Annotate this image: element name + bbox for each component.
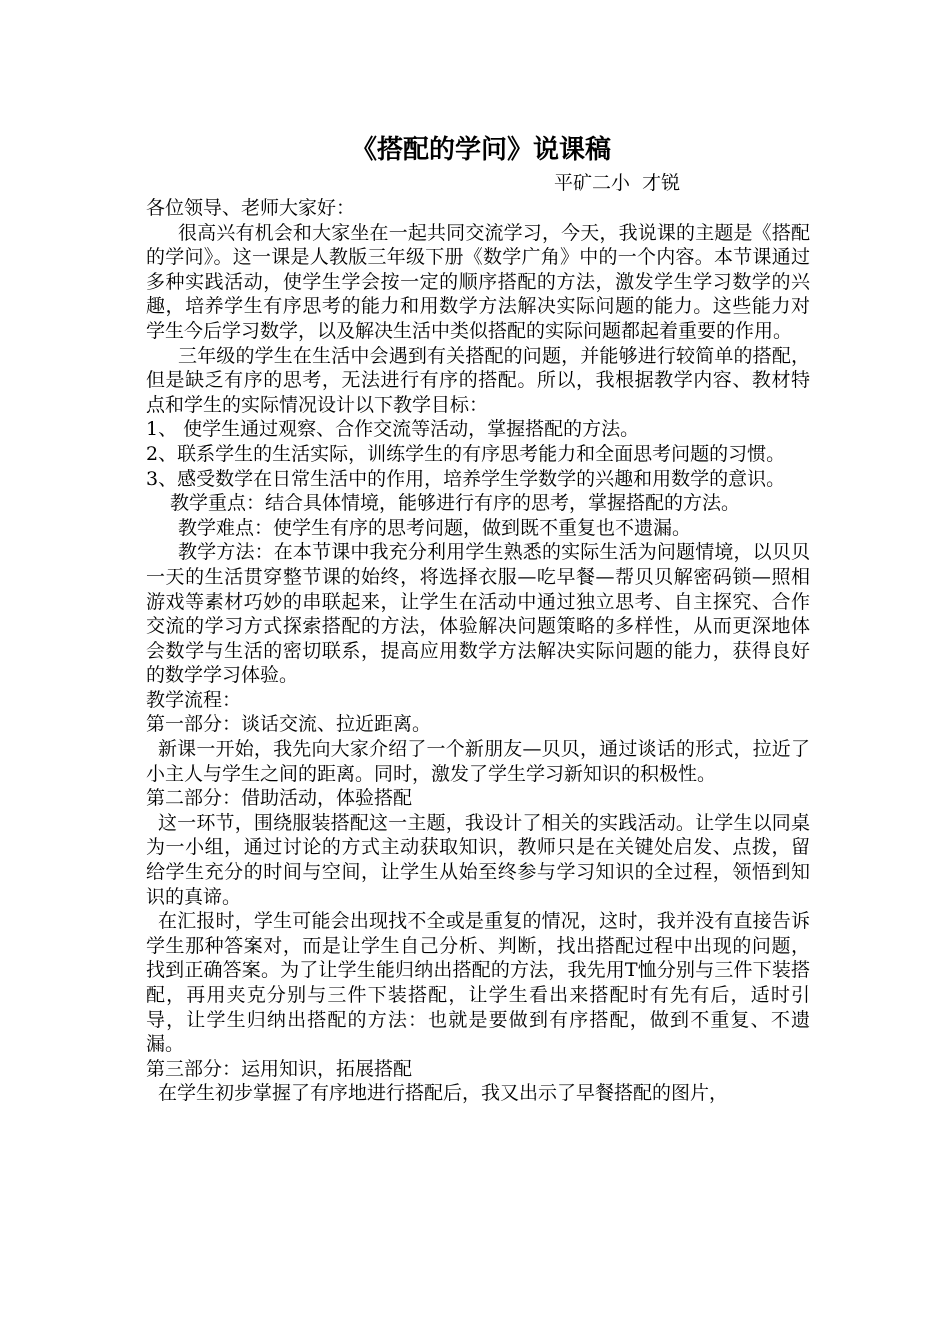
part2-heading: 第二部分：借助活动，体验搭配 [146,787,413,810]
greeting: 各位领导、老师大家好： [146,197,356,219]
goal-item-2: 2、联系学生的生活实际，训练学生的有序思考能力和全面思考问题的习惯。 [146,442,786,465]
document-title: 《搭配的学问》说课稿 [350,135,611,165]
goal-item-3: 3、感受数学在日常生活中的作用，培养学生学数学的兴趣和用数学的意识。 [146,467,786,490]
teaching-method: 教学方法：在本节课中我充分利用学生熟悉的实际生活为问题情境，以贝贝一天的生活贯穿整节课的始终，将选择衣服—吃早餐—帮贝贝解密码锁—照相游戏等素材巧妙的串联起来，让学生在活动中通过独立思考、自主探究、合作交流的学习方式探索搭配的方法，体验解决问题策略的多样性，从而更深地体会数学与生活的密切联系，提高应用数学方法解决实际问题的能力，获得良好的数学学习体验。 [146,541,810,687]
goal-item-1: 1、 使学生通过观察、合作交流等活动，掌握搭配的方法。 [146,418,640,441]
difficulty: 教学难点：使学生有序的思考问题，做到既不重复也不遗漏。 [178,516,692,539]
part1-text: 新课一开始，我先向大家介绍了一个新朋友—贝贝，通过谈话的形式，拉近了小主人与学生之间的距离。同时，激发了学生学习新知识的积极性。 [146,738,810,785]
intro-paragraph: 很高兴有机会和大家坐在一起共同交流学习，今天，我说课的主题是《搭配的学问》。这一课是人教版三年级下册《数学广角》中的一个内容。本节课通过多种实践活动，使学生学会按一定的顺序搭配的方法，激发学生学习数学的兴趣，培养学生有序思考的能力和用数学方法解决实际问题的能力。这些能力对学生今后学习数学，以及解决生活中类似搭配的实际问题都起着重要的作用。 [146,221,810,342]
part1-heading: 第一部分：谈话交流、拉近距离。 [146,713,432,736]
part3-heading: 第三部分：运用知识，拓展搭配 [146,1057,413,1080]
part2-text-2: 在汇报时，学生可能会出现找不全或是重复的情况，这时，我并没有直接告诉学生那种答案对，而是让学生自己分析、判断，找出搭配过程中出现的问题，找到正确答案。为了让学生能归纳出搭配的方法，我先用T恤分别与三件下装搭配，再用夹克分别与三件下装搭配，让学生看出来搭配时有先有后，适时引导，让学生归纳出搭配的方法：也就是要做到有序搭配，做到不重复、不遗漏。 [146,910,810,1056]
document-page [146,130,810,1106]
part3-text: 在学生初步掌握了有序地进行搭配后，我又出示了早餐搭配的图片， [158,1082,729,1105]
key-point: 教学重点：结合具体情境，能够进行有序的思考，掌握搭配的方法。 [170,492,741,515]
part2-text-1: 这一环节，围绕服装搭配这一主题，我设计了相关的实践活动。让学生以同桌为一小组，通过讨论的方式主动获取知识，教师只是在关键处启发、点拨，留给学生充分的时间与空间，让学生从始至终参与学习知识的全过程，领悟到知识的真谛。 [146,811,810,908]
students-paragraph: 三年级的学生在生活中会遇到有关搭配的问题，并能够进行较简单的搭配，但是缺乏有序的思考，无法进行有序的搭配。所以，我根据教学内容、教材特点和学生的实际情况设计以下教学目标： [146,344,810,416]
author-line: 平矿二小 才锐 [554,172,681,194]
flow-heading: 教学流程： [146,688,242,711]
